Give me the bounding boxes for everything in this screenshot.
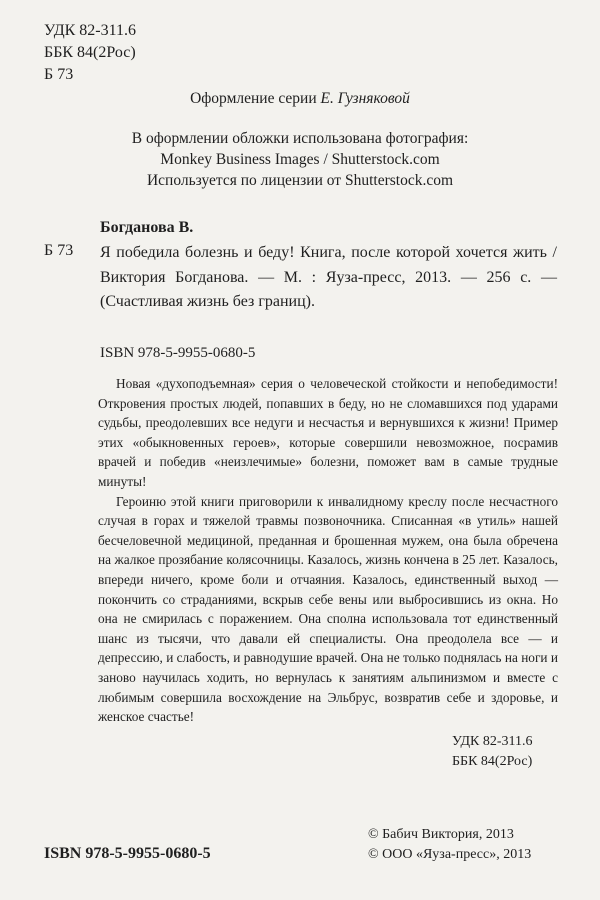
udk-code: УДК 82-311.6: [44, 22, 137, 39]
record-author: Богданова В.: [100, 219, 194, 236]
copyright-publisher: © ООО «Яуза-пресс», 2013: [368, 847, 532, 862]
design-prefix: Оформление серии: [190, 90, 321, 107]
record-isbn: ISBN 978-5-9955-0680-5: [100, 345, 256, 361]
author-mark: Б 73: [44, 66, 74, 83]
record-class-mark: Б 73: [44, 242, 74, 259]
bibliographic-description: Я победила болезнь и беду! Книга, после которой хочется жить / Виктория Богданова. — М. : Яуза-пресс, 2013. — 256 с. — (Счастливая жизнь без границ).: [100, 244, 557, 310]
annotation-paragraph-1: Новая «духоподъемная» серия о человеческой стойкости и непобедимости! Откровения простых людей, попавших в беду, но не сломавшихся под ударами судьбы, преодолевших все недуги и несчастья и вернувшихся к жизни! Пример этих «обыкновенных героев», которые совершили невозможное, посрамив врачей и победив «неизлечимые» болезни, поможет вам в самые трудные минуты!: [98, 376, 558, 489]
classification-codes: [44, 20, 136, 86]
photo-credit-line-3: Используется по лицензии от Shutterstock.com: [146, 172, 454, 189]
bbk-code: ББК 84(2Рос): [44, 44, 136, 61]
series-design-credit: [0, 90, 600, 108]
footer-isbn: ISBN 978-5-9955-0680-5: [44, 845, 211, 862]
annotation: [98, 374, 558, 727]
photo-credit: [0, 128, 600, 191]
designer-name: Е. Гузняковой: [320, 90, 410, 107]
photo-credit-line-2: Monkey Business Images / Shutterstock.com: [160, 151, 440, 168]
footer-udk: УДК 82-311.6: [452, 734, 533, 749]
footer-bbk: ББК 84(2Рос): [452, 754, 533, 769]
footer-codes: [452, 732, 533, 772]
photo-credit-line-1: В оформлении обложки использована фотография:: [131, 130, 469, 147]
copyright-author: © Бабич Виктория, 2013: [368, 827, 514, 842]
copyright-block: [368, 825, 531, 865]
annotation-paragraph-2: Героиню этой книги приговорили к инвалидному креслу после несчастного случая в горах и тяжелой травмы позвоночника. Списанная «в утиль» нашей бесчеловечной медициной, преданная и брошенная мужем, она была обречена на жалкое прозябание колясочницы. Казалось, жизнь кончена в 25 лет. Казалось, впереди ничего, кроме боли и отчаяния. Казалось, единственный выход — покончить со страданиями, вскрыв себе вены или выбросившись из окна. Но она не смирилась с поражением. Она сполна использовала тот единственный шанс из тысячи, что давали ей специалисты. Она преодолела все — и депрессию, и слабость, и равнодушие врачей. Она не только поднялась на ноги и заново научилась ходить, но вернулась к занятиям альпинизмом и вместе с любимым совершила восхождение на Эльбрус, возвратив себе и здоровье, и женское счастье!: [98, 493, 558, 725]
